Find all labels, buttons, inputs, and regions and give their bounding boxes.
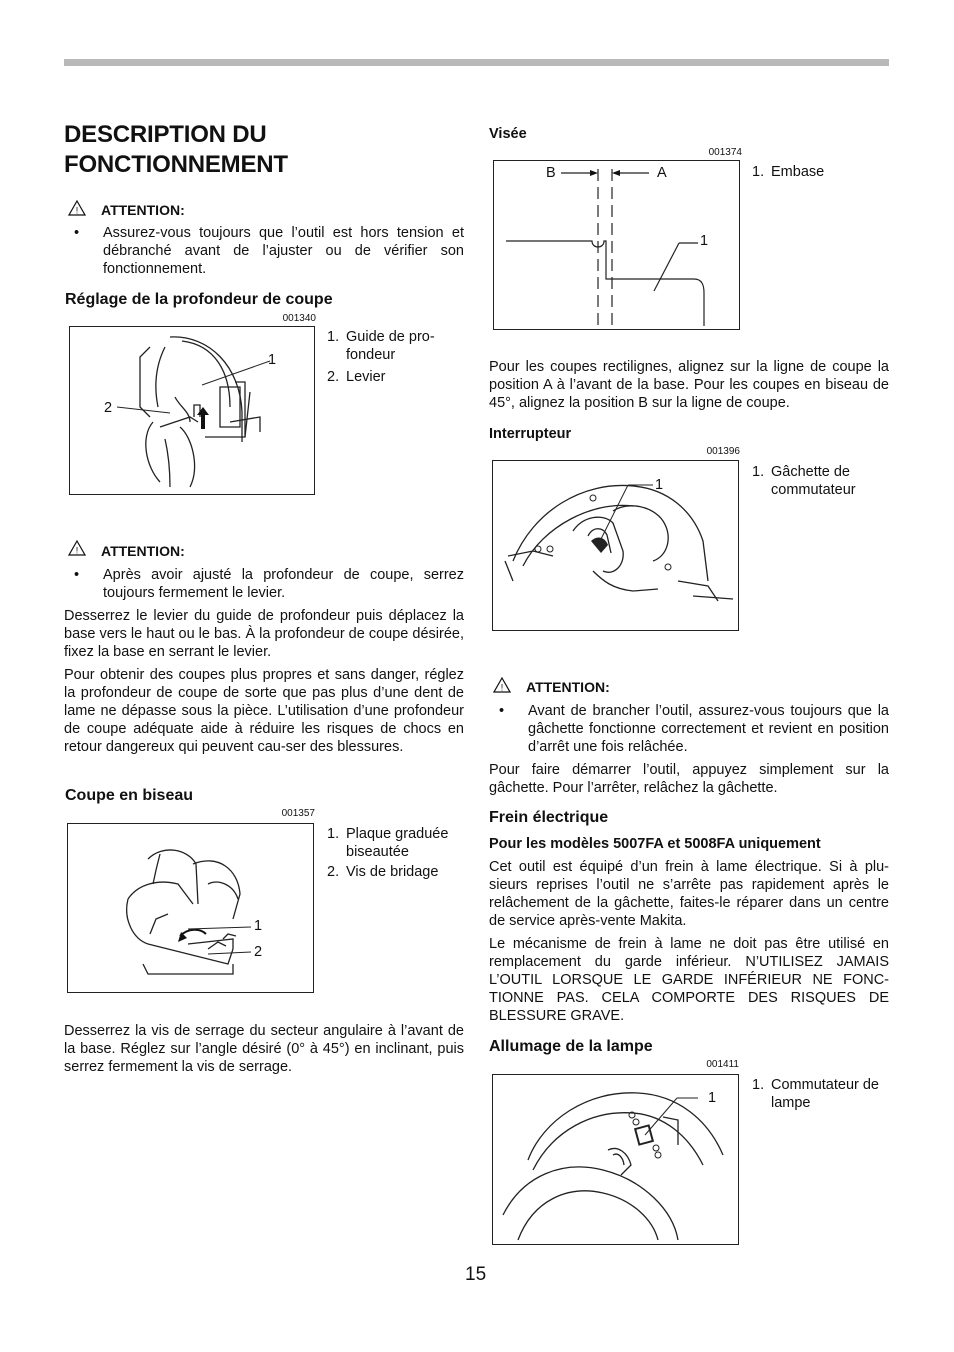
figure-legend — [752, 163, 882, 181]
callout-1: 1 — [700, 233, 709, 249]
legend-num: 2. — [327, 369, 340, 385]
page-number: 15 — [465, 1264, 487, 1285]
paragraph: Pour obtenir des coupes plus propres et sans danger, réglez la profondeur de coupe de sorte que pas plus d’une dent de lame ne dépasse sous la pièce. L’utilisation d’une profondeur de coupe adéquate aide à réduire les risques de chocs en retour dangereux qui peuvent cau-ser des blessures. — [64, 667, 464, 755]
bullet-dot: • — [74, 225, 80, 241]
label-b: B — [546, 165, 556, 181]
label-a: A — [657, 165, 667, 181]
legend-text: Levier — [346, 369, 386, 385]
section-heading-sighting: Visée — [489, 126, 527, 142]
legend-text: Gâchette de commutateur — [771, 464, 856, 498]
legend-text: Vis de bridage — [346, 864, 439, 880]
attention-label: ATTENTION: — [101, 543, 185, 559]
section-heading-depth: Réglage de la profondeur de coupe — [65, 291, 333, 308]
attention-label: ATTENTION: — [526, 679, 610, 695]
legend-num: 1. — [752, 464, 765, 480]
bullet-dot: • — [74, 567, 80, 583]
svg-text:!: ! — [500, 682, 504, 693]
section-heading-bevel: Coupe en biseau — [65, 787, 194, 804]
legend-text: Embase — [771, 164, 825, 180]
attention-label: ATTENTION: — [101, 202, 185, 218]
paragraph: Cet outil est équipé d’un frein à lame électrique. Si à plu-sieurs reprises l’outil ne s’arrête pas rapidement après le relâchement de la gâchette, faites-le réparer dans un centre de service après-vente Makita. — [489, 859, 889, 929]
figure-legend — [752, 463, 892, 499]
attention-text: Après avoir ajusté la profondeur de coupe, serrez toujours fermement le levier. — [103, 567, 464, 601]
paragraph: Desserrez la vis de serrage du secteur angulaire à l’avant de la base. Réglez sur l’angle désiré (0° à 45°) en inclinant, puis serrez fermement la vis de serrage. — [64, 1023, 464, 1075]
warning-icon — [68, 540, 86, 561]
section-heading-lamp: Allumage de la lampe — [489, 1038, 653, 1055]
callout-2: 2 — [254, 944, 263, 960]
paragraph: Le mécanisme de frein à lame ne doit pas être utilisé en remplacement du garde inférieur. N’UTILISEZ JAMAIS L’OUTIL LORSQUE LE GARDE INFÉRIEUR NE FONC-TIONNE PAS. CELA COMPORTE DES RISQUES DE BLESSURE GRAVE. — [489, 936, 889, 1024]
callout-1: 1 — [268, 352, 277, 368]
legend-num: 1. — [752, 164, 765, 180]
attention-text: Assurez-vous toujours que l’outil est hors tension et débranché avant de l’ajuster ou de vérifier son fonctionnement. — [103, 225, 464, 277]
callout-1: 1 — [708, 1090, 717, 1106]
figure-lamp — [492, 1074, 739, 1245]
section-subheading: Pour les modèles 5007FA et 5008FA uniquement — [489, 836, 821, 852]
figure-code: 001411 — [706, 1059, 739, 1070]
figure-code: 001340 — [282, 313, 316, 324]
figure-code: 001374 — [708, 147, 742, 158]
legend-text: Plaque graduée biseautée — [346, 826, 449, 860]
figure-code: 001396 — [706, 446, 740, 457]
figure-switch — [492, 460, 739, 631]
callout-1: 1 — [254, 918, 263, 934]
paragraph: Pour les coupes rectilignes, alignez sur la ligne de coupe la position A à l’avant de la base. Pour les coupes en biseau de 45°, alignez la position B sur la ligne de coupe. — [489, 359, 889, 411]
callout-2: 2 — [104, 400, 113, 416]
figure-legend — [327, 328, 457, 386]
attention-text: Avant de brancher l’outil, assurez-vous toujours que la gâchette fonctionne correctement et revient en position d’arrêt une fois relâchée. — [528, 703, 889, 755]
svg-text:!: ! — [75, 205, 79, 216]
svg-text:!: ! — [75, 545, 79, 556]
warning-icon — [68, 200, 86, 221]
legend-text: Commutateur de lampe — [771, 1077, 879, 1111]
figure-legend — [752, 1076, 892, 1112]
paragraph: Desserrez le levier du guide de profondeur puis déplacez la base vers le haut ou le bas. À la profondeur de coupe désirée, fixez la base en serrant le levier. — [64, 608, 464, 660]
legend-text: Guide de pro-fondeur — [346, 329, 435, 363]
paragraph: Pour faire démarrer l’outil, appuyez simplement sur la gâchette. Pour l’arrêter, relâchez la gâchette. — [489, 762, 889, 796]
warning-icon — [493, 677, 511, 698]
legend-num: 1. — [327, 826, 340, 842]
legend-num: 1. — [327, 329, 340, 345]
callout-1: 1 — [655, 477, 664, 493]
top-rule — [64, 59, 889, 66]
legend-num: 1. — [752, 1077, 765, 1093]
section-heading-brake: Frein électrique — [489, 809, 609, 826]
legend-num: 2. — [327, 864, 340, 880]
figure-bevel-cut — [67, 823, 314, 993]
section-heading-switch: Interrupteur — [489, 426, 572, 442]
figure-legend — [327, 825, 462, 881]
page-title: DESCRIPTION DU FONCTIONNEMENT — [64, 121, 288, 178]
figure-code: 001357 — [281, 808, 315, 819]
bullet-dot: • — [499, 703, 505, 719]
